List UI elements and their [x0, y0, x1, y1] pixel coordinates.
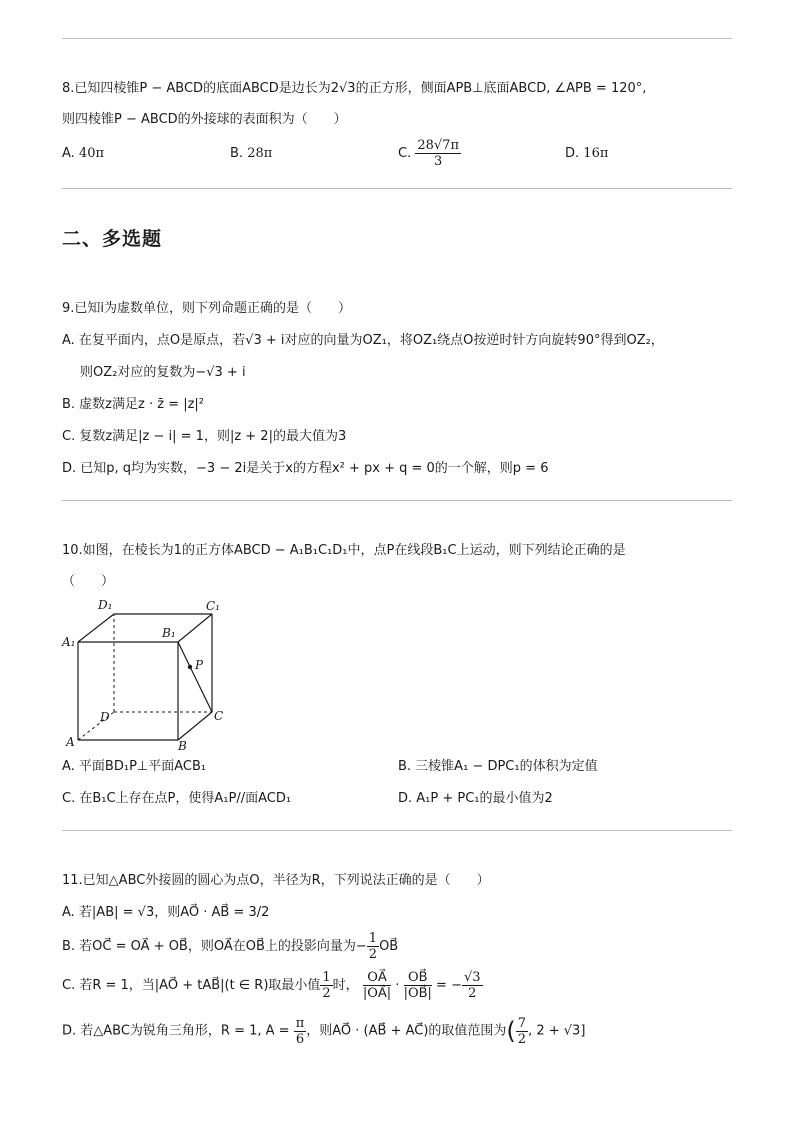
label-c1: C₁ — [206, 599, 220, 613]
q11-option-b-post: OB⃗ — [379, 939, 399, 954]
q10-option-a: A. 平面BD₁P⊥平面ACB₁ — [62, 759, 207, 774]
label-d: D — [100, 710, 110, 724]
divider-after-q10 — [62, 830, 732, 831]
q8-stem-line1: 8.已知四棱锥P − ABCD的底面ABCD是边长为2√3的正方形，侧面APB⊥底面ABCD, ∠APB = 120°, — [62, 81, 647, 96]
q11-option-d-range-den: 2 — [517, 1031, 527, 1047]
section-title: 二、多选题 — [62, 228, 163, 250]
label-b1: B₁ — [162, 626, 176, 640]
q9-option-a-line2: 则OZ₂对应的复数为−√3 + i — [80, 365, 246, 380]
q9-option-c: C. 复数z满足|z − i| = 1，则|z + 2|的最大值为3 — [62, 429, 347, 444]
q11-option-c-frac-half — [320, 970, 332, 1001]
label-d1: D₁ — [98, 598, 113, 612]
q11-option-d-paren: ( — [506, 1017, 516, 1045]
q11-option-c-mid: 时， — [332, 978, 359, 993]
q11-option-d — [62, 1012, 585, 1051]
q9-option-a-line1: A. 在复平面内，点O是原点，若√3 + i对应的向量为OZ₁，将OZ₁绕点O按逆时针方向旋转90°得到OZ₂， — [62, 333, 664, 348]
q11-option-b-fraction — [367, 931, 379, 962]
q8-option-c-den: 3 — [434, 154, 443, 169]
q11-option-c-half-num: 1 — [322, 970, 331, 985]
q8-option-c-fraction — [415, 138, 461, 169]
q8-option-c — [398, 138, 461, 169]
q8-option-b — [230, 145, 272, 163]
q11-option-b-pre: B. 若OC⃗ = OA⃗ + OB⃗，则OA⃗在OB⃗上的投影向量为− — [62, 939, 367, 954]
q11-option-d-range-num: 7 — [517, 1015, 527, 1031]
q8-option-a — [62, 145, 104, 163]
q10-stem-line1: 10.如图，在棱长为1的正方体ABCD − A₁B₁C₁D₁中，点P在线段B₁C上运动，则下列结论正确的是 — [62, 543, 626, 558]
q9-option-b: B. 虚数z满足z · z̄ = |z|² — [62, 397, 205, 412]
q11-option-c-ob-den: |OB⃗| — [403, 986, 432, 1001]
q11-option-d-frac-angle — [294, 1016, 307, 1047]
edge-b1-c1 — [178, 614, 212, 642]
q8-option-d — [565, 145, 608, 163]
q11-option-c-frac-oa — [363, 970, 391, 1001]
label-a: A — [66, 735, 75, 749]
q11-option-d-range-rest: , 2 + √3] — [528, 1023, 586, 1039]
point-p — [188, 665, 192, 669]
q11-option-c-oa-den: |OA⃗| — [362, 986, 392, 1001]
q8-option-d-text: 16π — [583, 146, 609, 161]
segment-b1-c — [178, 642, 212, 712]
q9-option-d: D. 已知p, q均为实数，−3 − 2i是关于x的方程x² + px + q = 0的一个解，则p = 6 — [62, 461, 549, 476]
cube-figure — [60, 596, 240, 756]
label-b: B — [178, 739, 187, 753]
q11-stem: 11.已知△ABC外接圆的圆心为点O，半径为R，下列说法正确的是（ ） — [62, 873, 490, 888]
q8-option-a-text: 40π — [78, 146, 105, 161]
label-p: P — [195, 658, 204, 672]
top-divider — [62, 38, 732, 39]
q11-option-c-result-num: √3 — [463, 970, 481, 985]
q8-option-b-text: 28π — [247, 146, 273, 161]
q11-option-d-mid: ，则AO⃗ · (AB⃗ + AC⃗)的取值范围为 — [306, 1023, 507, 1039]
q11-option-d-angle-num: π — [295, 1015, 305, 1031]
q11-option-d-frac-range — [516, 1016, 528, 1047]
q11-option-b-num: 1 — [368, 931, 378, 946]
q11-option-a: A. 若|AB| = √3，则AO⃗ · AB⃗ = 3/2 — [62, 905, 270, 920]
q11-option-c-frac-ob — [404, 970, 432, 1001]
q8-option-c-label: C. — [398, 146, 412, 161]
edge-a1-d1 — [78, 614, 114, 642]
q11-option-c-ob-num: OB⃗ — [404, 970, 432, 986]
q8-stem-line2: 则四棱锥P − ABCD的外接球的表面积为（ ） — [62, 112, 347, 127]
q11-option-c-result-den: 2 — [468, 986, 477, 1001]
q11-option-c-pre: C. 若R = 1，当|AO⃗ + tAB⃗|(t ∈ R)取最小值 — [62, 978, 321, 993]
q8-option-d-label: D. — [565, 146, 580, 161]
q11-option-d-angle-den: 6 — [295, 1031, 305, 1047]
q11-option-c-oa-num: OA⃗ — [363, 970, 391, 986]
q11-option-d-pre: D. 若△ABC为锐角三角形，R = 1, A = — [62, 1023, 290, 1039]
divider-after-q9 — [62, 500, 732, 501]
q8-option-c-num: 28√7π — [417, 138, 459, 153]
q10-stem-line2: （ ） — [62, 574, 115, 589]
q10-option-b: B. 三棱锥A₁ − DPC₁的体积为定值 — [398, 759, 598, 774]
q10-option-c: C. 在B₁C上存在点P，使得A₁P//面ACD₁ — [62, 791, 292, 806]
q11-option-c-eq: = − — [436, 978, 462, 993]
q9-stem: 9.已知i为虚数单位，则下列命题正确的是（ ） — [62, 301, 352, 316]
q11-option-c-frac-result — [462, 970, 483, 1001]
label-c: C — [214, 709, 224, 723]
q11-option-b-den: 2 — [368, 947, 378, 962]
edge-b-c — [178, 712, 212, 740]
q10-option-d: D. A₁P + PC₁的最小值为2 — [398, 791, 553, 806]
q11-option-c — [62, 966, 483, 1006]
label-a1: A₁ — [62, 635, 76, 649]
divider-after-q8 — [62, 188, 732, 189]
q11-option-c-half-den: 2 — [322, 986, 331, 1001]
q8-option-a-label: A. — [62, 146, 75, 161]
q11-option-c-dot: · — [395, 978, 400, 993]
q11-option-b — [62, 930, 398, 964]
q8-option-b-label: B. — [230, 146, 244, 161]
